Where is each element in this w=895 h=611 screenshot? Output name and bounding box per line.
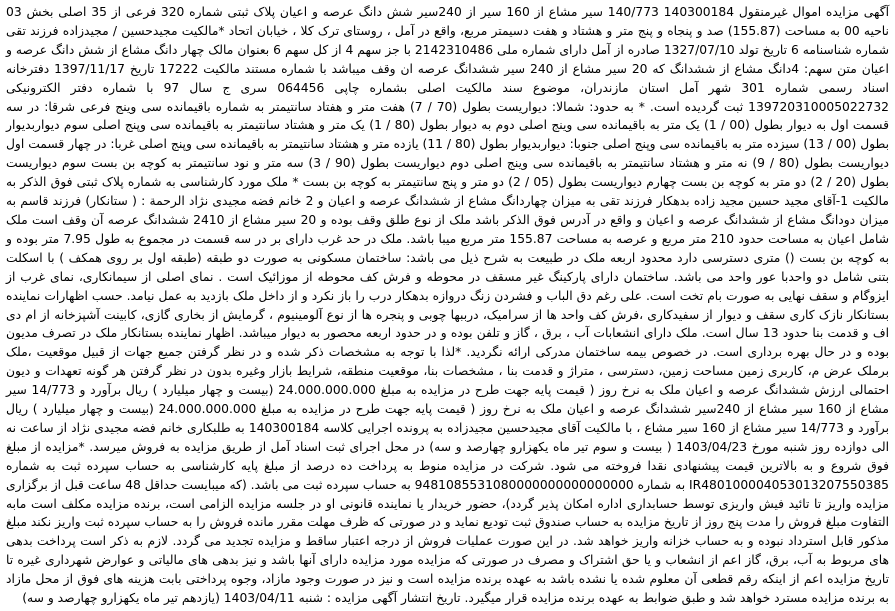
- auction-notice-text: آگهی مزایده اموال غیرمنقول 140300184 140/773 سیر مشاع از 160 سیر از 240سیر شش دانگ عرصه و اعیان پلاک ثبتی شماره 320 فرعی از 35 اصلی بخش 03 ناحیه 00 به مساحت (155.87) صد و پنجاه و پنج متر و هشتاد و هفت دسیمتر مربع، واقع در آمل ، روستای ترک کلا ، خیابان اتحاد *مالکیت مجیدحسین / مجیدزاده فرزند تقی شماره شناسنامه 6 تاریخ تولد 1327/07/10 صادره از آمل دارای شماره ملی 2142310486 با جز سهم 4 از کل سهم 6 بعنوان مالک چهار دانگ مشاع از شش دانگ عرصه و اعیان متن سهم: 4دانگ مشاع از ششدانگ که 20 سیر مشاع از 240 سیر ششدانگ عرصه ان وقف میباشد با شماره مستند مالکیت 17222 تاریخ 1397/11/17 دفترخانه اسناد رسمی شماره 301 شهر آمل استان مازندران، موضوع سند مالکیت اصلی بشماره چاپی 064456 سری ج سال 97 با شماره دفتر الکترونیکی 139720310005022732 ثبت گردیده است. * به حدود: شمالا: دیواریست بطول (70 / 7) هفت متر و هفتاد سانتیمتر به شماره باقیمانده سی وینج فرعی شرقا: در سه قسمت اول به دیوار بطول (00 / 1) یک متر به باقیمانده سی وینج اصلی دوم به دیوار بطول (80 / 1) یک متر و هشتاد سانتیمتر به باقیمانده سی وپنج اصلی سوم دیواربدیوار بطول (00 / 13) سیزده متر به باقیمانده سی وپنج اصلی جنوبا: دیواربدیوار بطول (80 / 11) یازده متر و هشتاد سانتیمتر به باقیمانده سی وپنج اصلی غربا: در چهار قسمت اول دیواریست بطول (80 / 9) نه متر و هشتاد سانتیمتر به باقیمانده سی وینج اصلی دوم دیواریست بطول (90 / 3) سه متر و نود سانتیمتر به کوچه بن بست سوم دیواریست بطول (20 / 2) دو متر به کوچه بن بست چهارم دیواریست بطول (05 / 2) دو متر و پنج سانتیمتر به کوچه بن بست * ملک مورد کارشناسی به شماره پلاک ثبتی فوق الذکر به مالکیت 1-آقای مجید حسین مجید زاده بدهکار فرزند تقی به میزان چهاردانگ مشاع از ششدانگ عرصه و اعیان و 2 خانم فضه مجیدی نژاد الرحمة : ( ستانکار) فرزند قاسم به میزان دودانگ مشاع از ششدانگ عرصه و اعیان و واقع در آدرس فوق الذکر باشد ملک از نوع طلق وقف بوده و 20 سیر مشاع از 2410 ششدانگ عرصه آن وقف است ملک شامل اعیان به مساحت حدود 210 متر مربع و عرصه به مساحت 155.87 متر مربع میبا باشد. ملک در حد غرب دارای بر در سه قسمت در مجموع به طول 7.95 متر بوده و به کوچه بن بست () متری دسترسی دارد محدود اربعه ملک در طبیعت به شرح ذیل می باشد: ساختمان مسکونی به صورت دو طبقه (طبقه اول بر روی همکف ) با اسکلت بتنی شامل دو واحدبا عور واحد می باشد. ساختمان دارای پارکینگ غیر مسقف در محوطه و فرش کف محوطه از موزائیک است . نمای اصلی از سیمانکاری، نمای غرب از ایزوگام و سقف نهایی به صورت بام تخت است. علی رغم دق الباب و فشردن زنگ دروازه بدهکار درب را باز نکرد و از داخل ملک بازدید به عمل نیامد. حسب اظهارات نماینده بستانکار نازک کاری سقف و دیوار از سفیدکاری ،فرش کف واحد ها از سرامیک، درببها چوبی و پنجره ها از نوع آلومینیوم ، گرمایش از بخاری گازی، کابینت آشپزخانه از ام دی اف و قدمت بنا حدود 13 سال است. ملک دارای انشعابات آب ، برق ، گاز و تلفن بوده و در حدود اربعه محصور به دیوار میباشد. اظهار نماینده بستانکار ملک در تصرف مدیون بوده و در حال بهره برداری است. در خصوص بیمه ساختمان مدرکی ارائه نگردید. *لذا با توجه به مشخصات ذکر شده و در نظر گرفتن جمیع جهات از قبیل موقعیت ،ملک برملک عرض م، کاربری زمین مساحت زمین، دسترسی ، متراژ و قدمت بنا ، مشخصات بنا، موقعیت منطقه، شرایط بازار وغیره بدون در نظر گرفتن هر گونه تعهدات و دیون احتمالی ارزش ششدانگ عرصه و اعیان ملک به نرخ روز ( قیمت پایه جهت طرح در مزایده به مبلغ 24.000.000.000 (بیست و چهار میلیارد ) ریال برآورد و 14/773 سیر مشاع از 160 سیر مشاع از 240سیر ششدانگ عرصه و اعیان ملک به نرخ روز ( قیمت پایه جهت طرح در مزایده به مبلغ 24.000.000.000 (بیست و چهار میلیارد ) ریال برآورد و 14/773 سیر مشاع از 160 سیر مشاع ، با مالکیت آقای مجیدحسین مجیدزاده به پرونده اجرایی کلاسه 140300184 به طلبکاری خانم فضه مجیدی نژاد از ساعت نه الی دوازده روز شنبه مورخ 1403/04/23 ( بیست و سوم تیر ماه یکهزارو چهارصد و سه) در محل اجرای ثبت اسناد آمل از طریق مزایده به فروش میرسد. *مزایده از مبلغ فوق شروع و به بالاترین قیمت پیشنهادی نقدا فروخته می شود. شرکت در مزایده منوط به پرداخت ده درصد از مبلغ پایه کارشناسی به حساب سپرده ثبت به شماره IR480100004053013207550385 به شماره 9481085531080000000000000000 به حساب سپرده ثبت می باشد. (که میبایست حداقل 48 ساعت قبل از برگزاری مزایده واریز تا تائید فیش واریزی توسط حسابداری اداره امکان پذیر گردد)، حضور خریدار یا نماینده قانونی او در جلسه مزایده الزامی است، برنده مزایده مکلف است مابه التفاوت مبلغ فروش را مدت پنج روز از تاریخ مزایده به حساب صندوق ثبت تودیع نماید و در صورتی که ظرف مهلت مقرر مانده فروش را به حساب سپرده ثبت واریز نکند مبلغ مذکور قابل استرداد نبوده و به حساب خزانه واریز خواهد شد. در این صورت عملیات فروش از درجه اعتبار ساقط و مزایده تجدید می گردد. لازم به ذکر است پرداخت بدهی های مربوط به آب، برق، گاز اعم از انشعاب و یا حق اشتراک و مصرف در صورتی که مزایده مورد مزایده دارای آنها باشد و نیز بدهی های مالیاتی و عوارض شهرداری غیره تا تاریخ مزایده اعم از اینکه رقم قطعی آن معلوم شده یا نشده باشد به عهده برنده مزایده است و نیز در صورت وجود مازاد، وجوه پرداختی بابت هزینه های فوق از محل مازاد به برنده مزایده مسترد خواهد شد و طبق ضوابط به عهده برنده مزایده قرار میگیرد. تاریخ انتشار آگهی مزایده : شنبه 1403/04/11 (یازدهم تیر ماه یکهزارو چهارصد و سه): [6, 5, 890, 606]
